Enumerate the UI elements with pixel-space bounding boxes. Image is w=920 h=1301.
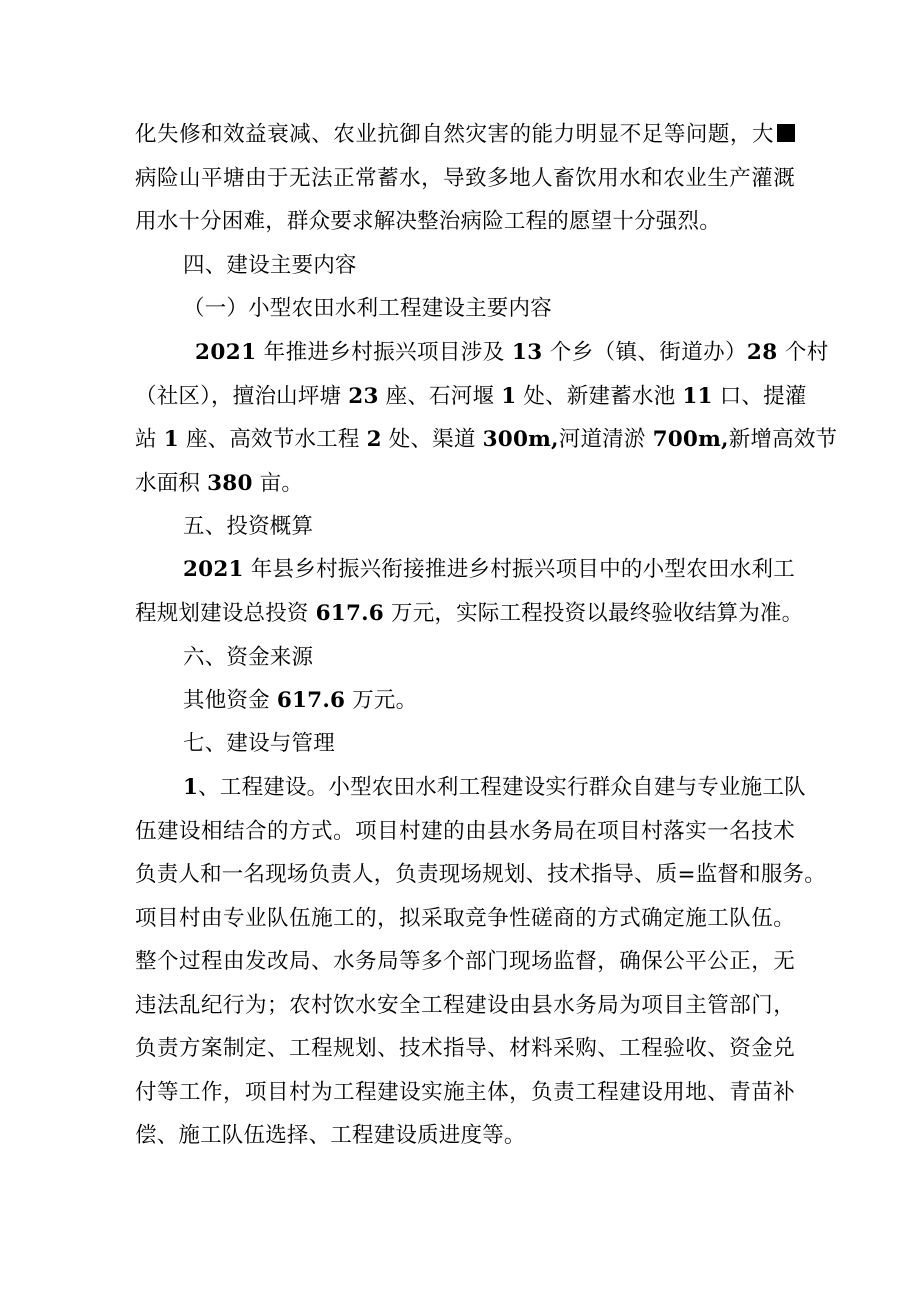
- text-line: 化失修和效益衰减、农业抗御自然灾害的能力明显不足等问题，大: [135, 113, 795, 157]
- text-line: 程规划建设总投资 617.6 万元，实际工程投资以最终验收结算为准。: [135, 600, 804, 626]
- text-line: 整个过程由发改局、水务局等多个部门现场监督，确保公平公正，无: [135, 949, 795, 974]
- text-line: 2021 年县乡村振兴衔接推进乡村振兴项目中的小型农田水利工: [183, 557, 795, 582]
- text-line: 病险山平塘由于无法正常蓄水，导致多地人畜饮用水和农业生产灌溉: [135, 165, 795, 191]
- text-line: 用水十分困难，群众要求解决整治病险工程的愿望十分强烈。: [135, 209, 721, 234]
- redaction-square: [777, 124, 795, 142]
- text-line: 2021 年推进乡村振兴项目涉及 13 个乡（镇、街道办）28 个村: [195, 340, 829, 365]
- section-heading-5: 五、投资概算: [183, 514, 314, 539]
- text-line: 伍建设相结合的方式。项目村建的由县水务局在项目村落实一名技术: [135, 818, 795, 844]
- paragraph-problems: [135, 113, 795, 244]
- text-line: 项目村由专业队伍施工的，拟采取竞争性磋商的方式确定施工队伍。: [135, 905, 795, 931]
- paragraph-investment: [135, 548, 804, 635]
- section-heading-6: 六、资金来源: [183, 645, 314, 670]
- paragraph-funding: 其他资金 617.6 万元。: [183, 688, 418, 713]
- paragraph-construction-management: [135, 766, 826, 1158]
- text-line: 付等工作，项目村为工程建设实施主体，负责工程建设用地、青苗补: [135, 1079, 795, 1105]
- subsection-heading-4-1: （一）小型农田水利工程建设主要内容: [183, 296, 552, 321]
- text-line-source: [0, 0, 1, 1]
- text-line: 偿、施工队伍选择、工程建设质进度等。: [135, 1123, 526, 1148]
- section-heading-7: 七、建设与管理: [183, 731, 335, 756]
- paragraph-construction-content: [135, 331, 838, 505]
- text-line: （社区），擅治山坪塘 23 座、石河堰 1 处、新建蓄水池 11 口、提灌: [135, 383, 807, 409]
- text-line: 负责人和一名现场负责人，负责现场规划、技术指导、质=监督和服务。: [135, 862, 826, 887]
- text-line: 违法乱纪行为；农村饮水安全工程建设由县水务局为项目主管部门，: [135, 992, 795, 1018]
- text-line: 水面积 380 亩。: [135, 470, 304, 496]
- section-heading-4: 四、建设主要内容: [183, 253, 357, 278]
- text-line: 负责方案制定、工程规划、技术指导、材料采购、工程验收、资金兑: [135, 1036, 795, 1061]
- text-line: 站 1 座、高效节水工程 2 处、渠道 300m,河道清淤 700m,新增高效节: [135, 427, 838, 452]
- text-line: 1、工程建设。小型农田水利工程建设实行群众自建与专业施工队: [183, 775, 806, 800]
